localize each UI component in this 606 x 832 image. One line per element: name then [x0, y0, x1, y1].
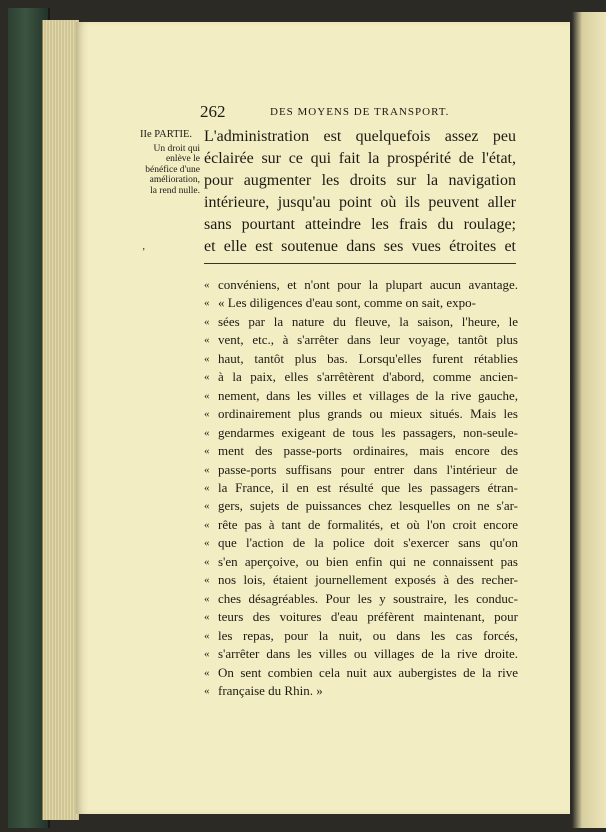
- margin-note: [134, 130, 200, 196]
- quote-mark: «: [204, 371, 210, 384]
- text-line: intérieure, jusqu'au point où ils peuvent aller: [204, 194, 516, 211]
- quote-mark: «: [204, 629, 210, 642]
- quote-line: [204, 276, 518, 294]
- main-text: [204, 126, 516, 258]
- margin-note-line: bénéfice d'une: [145, 164, 200, 175]
- margin-mark: ’: [142, 247, 146, 258]
- quote-text: s'en aperçoive, ou bien enfin qui ne connaissent pas: [218, 553, 518, 569]
- quote-line: [204, 424, 518, 442]
- quote-line: [204, 294, 518, 312]
- margin-note-line: amélioration,: [149, 175, 200, 185]
- margin-note-line: enlève le: [165, 154, 200, 164]
- quote-line: [204, 645, 518, 663]
- quote-line: [204, 350, 518, 368]
- text-line: éclairée sur ce qui fait la prospérité de l'état,: [204, 150, 516, 167]
- page-edges: [42, 20, 79, 820]
- quote-text: gers, sujets de puissances chez lesquelles on ne s'ar-: [218, 498, 518, 514]
- quote-mark: «: [204, 684, 210, 697]
- quote-text: passe-ports suffisans pour entrer dans l'intérieur de: [218, 461, 518, 477]
- page-number: 262: [200, 102, 226, 121]
- quote-line: [204, 590, 518, 608]
- quoted-footnote: [204, 276, 518, 700]
- footnote-divider: [204, 263, 516, 264]
- quote-line: [204, 387, 518, 405]
- quote-mark: «: [204, 611, 210, 624]
- page-header: [200, 104, 520, 124]
- facing-page-edge: [572, 12, 606, 828]
- quote-mark: «: [204, 574, 210, 587]
- quote-text: nement, dans les villes et villages de la rive gauche,: [218, 387, 518, 403]
- quote-text: « Les diligences d'eau sont, comme on sait, expo-: [218, 295, 476, 311]
- text-line: et elle est soutenue dans ses vues étroites et: [204, 238, 516, 255]
- quote-mark: «: [204, 445, 210, 458]
- quote-line: [204, 461, 518, 479]
- text-line: sans pourtant atteindre les frais du roulage;: [204, 216, 516, 233]
- margin-part-label: IIe PARTIE.: [140, 129, 193, 140]
- quote-mark: «: [204, 279, 210, 291]
- quote-mark: «: [204, 389, 210, 402]
- text-line: pour augmenter les droits sur la navigation: [204, 172, 516, 189]
- quote-mark: «: [204, 408, 210, 421]
- quote-line: [204, 331, 518, 349]
- quote-line: [204, 664, 518, 682]
- quote-text: à la paix, elles s'arrêtèrent d'abord, comme ancien-: [218, 369, 518, 385]
- quote-line: [204, 313, 518, 331]
- quote-mark: «: [204, 518, 210, 531]
- quote-mark: «: [204, 648, 210, 661]
- quote-mark: «: [204, 666, 210, 679]
- quote-line: [204, 534, 518, 552]
- quote-text: la France, il en est résulté que les passagers étran-: [218, 479, 518, 495]
- quote-text: ment des passe-ports ordinaires, mais encore des: [218, 443, 518, 459]
- quote-text: gendarmes exigeant de tous les passagers, non-seule-: [218, 424, 518, 440]
- quote-line: [204, 608, 518, 626]
- quote-mark: «: [204, 500, 210, 513]
- quote-text: haut, tantôt plus bas. Lorsqu'elles furent rétablies: [218, 350, 518, 366]
- quote-mark: «: [204, 426, 210, 439]
- quote-text: française du Rhin. »: [218, 682, 323, 698]
- quote-line: [204, 627, 518, 645]
- margin-note-line: Un droit qui: [153, 143, 200, 154]
- quote-text: ches désagréables. Pour les y soustraire, les conduc-: [218, 590, 518, 606]
- quote-mark: «: [204, 555, 210, 568]
- quote-mark: «: [204, 481, 210, 494]
- quote-mark: «: [204, 537, 210, 550]
- quote-text: On sent combien cela nuit aux aubergistes de la rive: [218, 664, 518, 680]
- quote-line: [204, 405, 518, 423]
- quote-text: que l'action de la police doit s'exercer sans qu'on: [218, 535, 518, 551]
- quote-text: les repas, pour la nuit, ou dans les cas forcés,: [218, 627, 518, 643]
- quote-mark: «: [204, 352, 210, 365]
- quote-mark: «: [204, 315, 210, 328]
- quote-line: [204, 497, 518, 515]
- quote-mark: «: [204, 592, 210, 605]
- margin-note-line: la rend nulle.: [150, 185, 200, 196]
- quote-text: rête pas à tant de formalités, et où l'on croit encore: [218, 516, 518, 532]
- quote-line: [204, 553, 518, 571]
- running-title: DES MOYENS DE TRANSPORT.: [270, 106, 450, 118]
- quote-line: [204, 479, 518, 497]
- quote-text: s'arrêter dans les villes ou villages de la rive droite.: [218, 646, 518, 662]
- quote-text: nos lois, étaient journellement exposés à des recher-: [218, 572, 518, 588]
- quote-line: [204, 442, 518, 460]
- quote-text: vent, etc., à s'arrêter dans leur voyage, tantôt plus: [218, 332, 518, 348]
- quote-line: [204, 368, 518, 386]
- quote-text: teurs des voitures d'eau préfèrent maintenant, pour: [218, 609, 518, 625]
- quote-text: sées par la nature du fleuve, la saison, l'heure, le: [218, 313, 518, 329]
- quote-line: [204, 682, 518, 700]
- quote-line: [204, 516, 518, 534]
- quote-line: [204, 571, 518, 589]
- quote-mark: «: [204, 297, 210, 310]
- quote-mark: «: [204, 334, 210, 347]
- quote-text: ordinairement plus grands ou mieux situés. Mais les: [218, 406, 518, 422]
- quote-mark: «: [204, 463, 210, 476]
- text-line: L'administration est quelquefois assez peu: [204, 128, 516, 145]
- quote-text: convéniens, et n'ont pour la plupart aucun avantage.: [218, 277, 518, 292]
